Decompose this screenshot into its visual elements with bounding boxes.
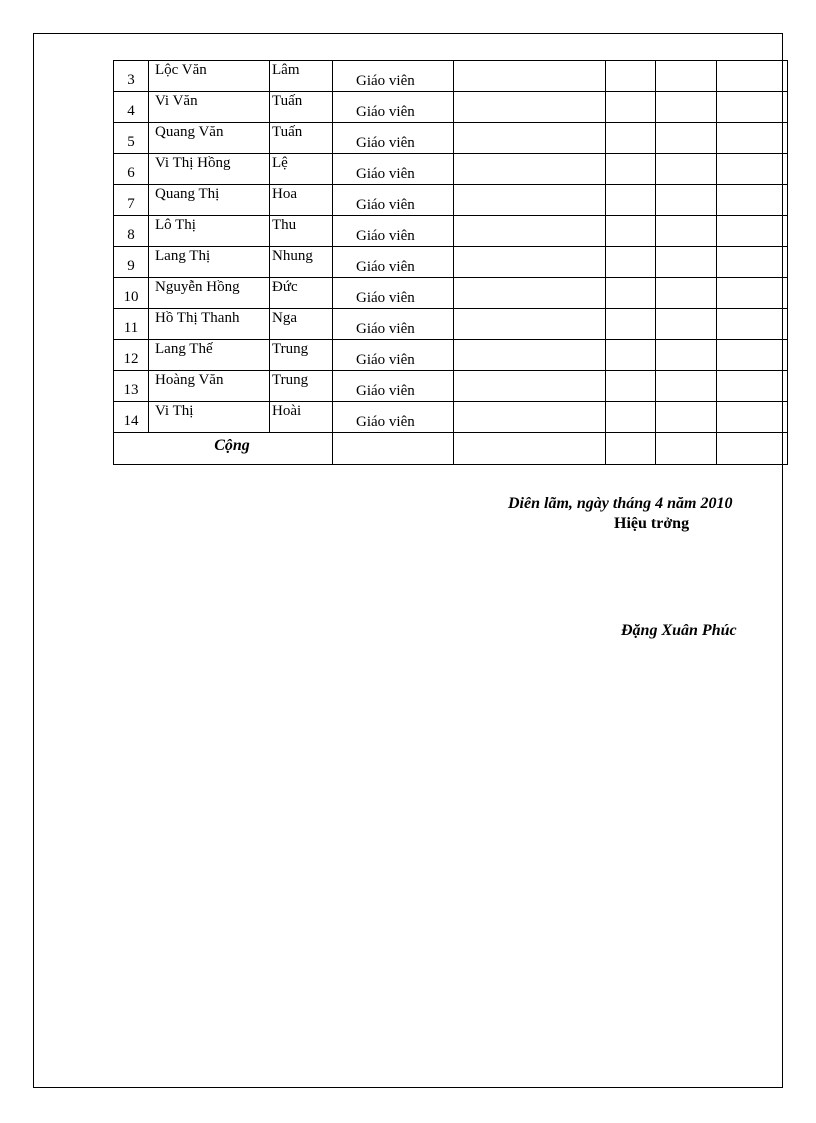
empty-cell: [717, 185, 788, 216]
role: Giáo viên: [356, 352, 415, 368]
first-name: Nga: [272, 310, 297, 326]
empty-cell: [656, 402, 717, 433]
first-name-cell: [270, 154, 333, 185]
empty-cell: [606, 340, 656, 371]
last-name-cell: [149, 340, 270, 371]
empty-cell: [606, 216, 656, 247]
last-name-cell: [149, 185, 270, 216]
empty-cell: [606, 309, 656, 340]
empty-cell: [606, 92, 656, 123]
last-name: Vi Thị: [155, 403, 194, 419]
first-name-cell: [270, 371, 333, 402]
empty-cell: [454, 92, 606, 123]
table-row: [114, 278, 788, 309]
empty-cell: [656, 154, 717, 185]
first-name-cell: [270, 309, 333, 340]
empty-cell: [454, 123, 606, 154]
empty-cell: [717, 247, 788, 278]
role-cell: [333, 278, 454, 309]
empty-cell: [717, 92, 788, 123]
last-name: Quang Thị: [155, 186, 220, 202]
role-cell: [333, 185, 454, 216]
table-row: [114, 92, 788, 123]
empty-cell: [606, 278, 656, 309]
row-number-cell: [114, 371, 149, 402]
empty-cell: [454, 433, 606, 465]
role: Giáo viên: [356, 383, 415, 399]
row-number: 13: [123, 382, 139, 398]
row-number-cell: [114, 61, 149, 92]
last-name-cell: [149, 371, 270, 402]
signature-title: Hiệu trởng: [614, 515, 690, 532]
last-name: Vi Thị Hồng: [155, 155, 231, 171]
last-name: Quang Văn: [155, 124, 224, 140]
empty-cell: [454, 216, 606, 247]
role-cell: [333, 154, 454, 185]
role: Giáo viên: [356, 290, 415, 306]
empty-cell: [656, 185, 717, 216]
empty-cell: [606, 185, 656, 216]
signer-name: Đặng Xuân Phúc: [621, 622, 737, 639]
last-name: Lang Thị: [155, 248, 211, 264]
table-row: [114, 154, 788, 185]
table-row: [114, 216, 788, 247]
first-name-cell: [270, 185, 333, 216]
empty-cell: [454, 402, 606, 433]
table-row: [114, 123, 788, 154]
row-number-cell: [114, 216, 149, 247]
empty-cell: [454, 309, 606, 340]
table-row: [114, 61, 788, 92]
empty-cell: [454, 371, 606, 402]
total-label-cell: [114, 433, 333, 465]
first-name-cell: [270, 92, 333, 123]
role-cell: [333, 340, 454, 371]
last-name-cell: [149, 123, 270, 154]
row-number-cell: [114, 309, 149, 340]
empty-cell: [717, 371, 788, 402]
first-name-cell: [270, 278, 333, 309]
first-name: Trung: [272, 372, 309, 388]
empty-cell: [717, 123, 788, 154]
empty-cell: [333, 433, 454, 465]
role-cell: [333, 216, 454, 247]
empty-cell: [656, 247, 717, 278]
last-name-cell: [149, 247, 270, 278]
last-name: Lang Thế: [155, 341, 213, 357]
role: Giáo viên: [356, 414, 415, 430]
row-number-cell: [114, 247, 149, 278]
row-number-cell: [114, 185, 149, 216]
role-cell: [333, 92, 454, 123]
role: Giáo viên: [356, 104, 415, 120]
total-row: [114, 433, 788, 465]
first-name: Tuấn: [272, 124, 303, 140]
empty-cell: [656, 61, 717, 92]
first-name: Tuấn: [272, 93, 303, 109]
role-cell: [333, 402, 454, 433]
place-date: Diên lãm, ngày tháng 4 năm 2010: [508, 495, 733, 512]
row-number: 14: [123, 413, 139, 429]
first-name: Hoa: [272, 186, 297, 202]
empty-cell: [454, 340, 606, 371]
role-cell: [333, 61, 454, 92]
row-number-cell: [114, 154, 149, 185]
empty-cell: [454, 247, 606, 278]
empty-cell: [656, 309, 717, 340]
last-name-cell: [149, 216, 270, 247]
empty-cell: [606, 247, 656, 278]
empty-cell: [606, 371, 656, 402]
last-name-cell: [149, 309, 270, 340]
row-number: 3: [127, 72, 135, 88]
empty-cell: [717, 216, 788, 247]
row-number-cell: [114, 123, 149, 154]
first-name: Trung: [272, 341, 309, 357]
last-name-cell: [149, 278, 270, 309]
staff-table: [113, 60, 788, 465]
role-cell: [333, 309, 454, 340]
empty-cell: [717, 402, 788, 433]
role: Giáo viên: [356, 197, 415, 213]
role-cell: [333, 371, 454, 402]
empty-cell: [606, 154, 656, 185]
empty-cell: [454, 154, 606, 185]
first-name-cell: [270, 61, 333, 92]
empty-cell: [606, 123, 656, 154]
first-name-cell: [270, 402, 333, 433]
first-name-cell: [270, 247, 333, 278]
first-name: Đức: [272, 279, 298, 295]
empty-cell: [656, 123, 717, 154]
empty-cell: [717, 340, 788, 371]
last-name: Lộc Văn: [155, 62, 207, 78]
empty-cell: [717, 433, 788, 465]
empty-cell: [717, 278, 788, 309]
role: Giáo viên: [356, 228, 415, 244]
first-name: Thu: [272, 217, 297, 233]
role: Giáo viên: [356, 135, 415, 151]
row-number: 12: [123, 351, 139, 367]
row-number-cell: [114, 402, 149, 433]
role: Giáo viên: [356, 321, 415, 337]
table-row: [114, 247, 788, 278]
empty-cell: [606, 61, 656, 92]
row-number: 6: [127, 165, 135, 181]
row-number-cell: [114, 278, 149, 309]
first-name-cell: [270, 123, 333, 154]
last-name-cell: [149, 92, 270, 123]
row-number: 5: [127, 134, 135, 150]
empty-cell: [606, 402, 656, 433]
empty-cell: [717, 61, 788, 92]
row-number-cell: [114, 340, 149, 371]
empty-cell: [454, 185, 606, 216]
table-row: [114, 402, 788, 433]
row-number: 9: [127, 258, 135, 274]
row-number: 11: [123, 320, 139, 336]
total-label: Cộng: [214, 437, 250, 454]
empty-cell: [656, 371, 717, 402]
empty-cell: [656, 278, 717, 309]
empty-cell: [717, 309, 788, 340]
table-row: [114, 309, 788, 340]
last-name-cell: [149, 154, 270, 185]
table-row: [114, 371, 788, 402]
empty-cell: [656, 340, 717, 371]
row-number: 7: [127, 196, 135, 212]
first-name-cell: [270, 216, 333, 247]
role: Giáo viên: [356, 166, 415, 182]
last-name: Nguyễn Hồng: [155, 279, 240, 295]
last-name: Hoàng Văn: [155, 372, 224, 388]
empty-cell: [656, 433, 717, 465]
role-cell: [333, 123, 454, 154]
first-name: Lâm: [272, 62, 300, 78]
last-name-cell: [149, 402, 270, 433]
row-number-cell: [114, 92, 149, 123]
table-row: [114, 185, 788, 216]
first-name: Nhung: [272, 248, 313, 264]
role: Giáo viên: [356, 259, 415, 275]
first-name-cell: [270, 340, 333, 371]
last-name: Lô Thị: [155, 217, 196, 233]
last-name: Vi Văn: [155, 93, 198, 109]
table-row: [114, 340, 788, 371]
last-name: Hồ Thị Thanh: [155, 310, 240, 326]
role-cell: [333, 247, 454, 278]
row-number: 10: [123, 289, 139, 305]
first-name: Hoài: [272, 403, 302, 419]
empty-cell: [606, 433, 656, 465]
empty-cell: [454, 61, 606, 92]
first-name: Lệ: [272, 155, 288, 171]
role: Giáo viên: [356, 73, 415, 89]
row-number: 8: [127, 227, 135, 243]
empty-cell: [454, 278, 606, 309]
empty-cell: [656, 92, 717, 123]
empty-cell: [717, 154, 788, 185]
last-name-cell: [149, 61, 270, 92]
row-number: 4: [127, 103, 135, 119]
empty-cell: [656, 216, 717, 247]
